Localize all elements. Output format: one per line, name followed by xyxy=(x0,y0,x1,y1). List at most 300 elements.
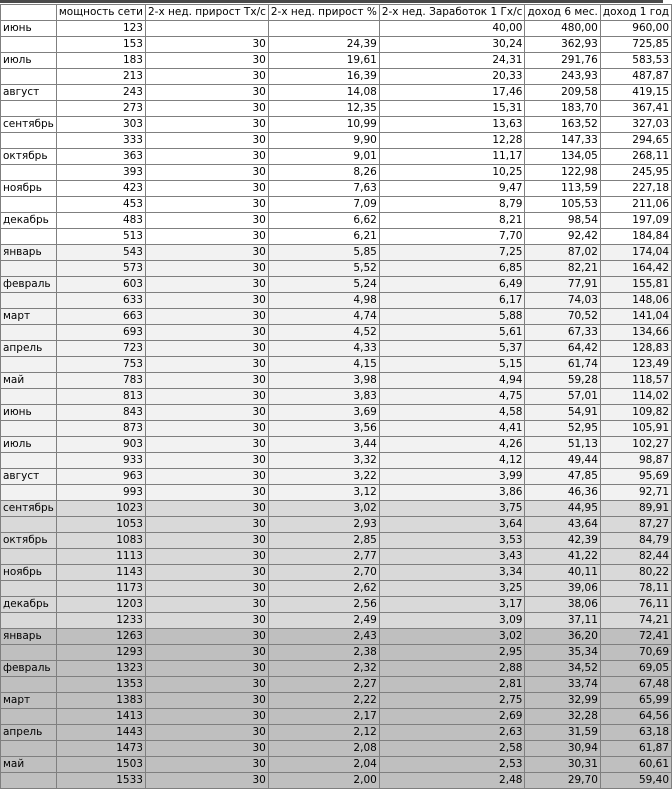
cell-growth-th[interactable]: 30 xyxy=(145,693,268,709)
cell-network-power[interactable]: 1083 xyxy=(56,533,145,549)
cell-income-1y[interactable]: 65,99 xyxy=(600,693,671,709)
cell-growth-percent[interactable]: 3,56 xyxy=(268,421,379,437)
cell-income-1y[interactable]: 141,04 xyxy=(600,309,671,325)
cell-network-power[interactable]: 153 xyxy=(56,37,145,53)
cell-month[interactable] xyxy=(1,709,57,725)
cell-growth-percent[interactable]: 4,33 xyxy=(268,341,379,357)
cell-growth-th[interactable]: 30 xyxy=(145,165,268,181)
cell-income-1y[interactable]: 725,85 xyxy=(600,37,671,53)
cell-growth-th[interactable]: 30 xyxy=(145,549,268,565)
cell-income-1y[interactable]: 148,06 xyxy=(600,293,671,309)
cell-earnings[interactable]: 3,75 xyxy=(379,501,525,517)
cell-income-6m[interactable]: 46,36 xyxy=(525,485,600,501)
cell-growth-th[interactable]: 30 xyxy=(145,325,268,341)
cell-month[interactable]: март xyxy=(1,693,57,709)
cell-earnings[interactable]: 2,58 xyxy=(379,741,525,757)
cell-growth-th[interactable]: 30 xyxy=(145,53,268,69)
cell-growth-percent[interactable]: 9,90 xyxy=(268,133,379,149)
cell-growth-th[interactable]: 30 xyxy=(145,485,268,501)
cell-earnings[interactable]: 5,15 xyxy=(379,357,525,373)
cell-network-power[interactable]: 1053 xyxy=(56,517,145,533)
cell-month[interactable]: июль xyxy=(1,53,57,69)
cell-income-1y[interactable]: 128,83 xyxy=(600,341,671,357)
cell-income-1y[interactable]: 197,09 xyxy=(600,213,671,229)
cell-network-power[interactable]: 1203 xyxy=(56,597,145,613)
cell-network-power[interactable]: 123 xyxy=(56,21,145,37)
cell-month[interactable] xyxy=(1,197,57,213)
cell-network-power[interactable]: 183 xyxy=(56,53,145,69)
cell-network-power[interactable]: 1503 xyxy=(56,757,145,773)
cell-growth-percent[interactable]: 3,69 xyxy=(268,405,379,421)
cell-earnings[interactable]: 2,81 xyxy=(379,677,525,693)
cell-income-6m[interactable]: 163,52 xyxy=(525,117,600,133)
cell-month[interactable]: июнь xyxy=(1,405,57,421)
cell-network-power[interactable]: 1473 xyxy=(56,741,145,757)
cell-income-6m[interactable]: 113,59 xyxy=(525,181,600,197)
cell-month[interactable] xyxy=(1,389,57,405)
cell-income-1y[interactable]: 118,57 xyxy=(600,373,671,389)
cell-growth-th[interactable]: 30 xyxy=(145,117,268,133)
cell-income-6m[interactable]: 42,39 xyxy=(525,533,600,549)
cell-growth-percent[interactable]: 2,32 xyxy=(268,661,379,677)
cell-network-power[interactable]: 423 xyxy=(56,181,145,197)
cell-network-power[interactable]: 1293 xyxy=(56,645,145,661)
cell-month[interactable]: сентябрь xyxy=(1,117,57,133)
cell-growth-percent[interactable]: 2,70 xyxy=(268,565,379,581)
cell-growth-percent[interactable]: 24,39 xyxy=(268,37,379,53)
cell-network-power[interactable]: 903 xyxy=(56,437,145,453)
cell-month[interactable]: декабрь xyxy=(1,597,57,613)
cell-month[interactable] xyxy=(1,69,57,85)
cell-earnings[interactable]: 8,21 xyxy=(379,213,525,229)
cell-network-power[interactable]: 543 xyxy=(56,245,145,261)
cell-growth-percent[interactable]: 2,04 xyxy=(268,757,379,773)
cell-month[interactable]: ноябрь xyxy=(1,565,57,581)
cell-earnings[interactable]: 3,17 xyxy=(379,597,525,613)
cell-month[interactable] xyxy=(1,165,57,181)
cell-income-6m[interactable]: 92,42 xyxy=(525,229,600,245)
cell-earnings[interactable]: 4,26 xyxy=(379,437,525,453)
cell-month[interactable] xyxy=(1,581,57,597)
cell-month[interactable]: февраль xyxy=(1,661,57,677)
cell-earnings[interactable]: 6,85 xyxy=(379,261,525,277)
cell-income-1y[interactable]: 80,22 xyxy=(600,565,671,581)
cell-income-1y[interactable]: 64,56 xyxy=(600,709,671,725)
cell-income-6m[interactable]: 122,98 xyxy=(525,165,600,181)
cell-month[interactable] xyxy=(1,549,57,565)
cell-growth-th[interactable]: 30 xyxy=(145,421,268,437)
cell-growth-percent[interactable]: 4,98 xyxy=(268,293,379,309)
cell-income-1y[interactable]: 89,91 xyxy=(600,501,671,517)
cell-month[interactable] xyxy=(1,421,57,437)
cell-month[interactable]: апрель xyxy=(1,341,57,357)
cell-income-6m[interactable]: 49,44 xyxy=(525,453,600,469)
cell-network-power[interactable]: 1443 xyxy=(56,725,145,741)
cell-earnings[interactable]: 17,46 xyxy=(379,85,525,101)
cell-growth-th[interactable]: 30 xyxy=(145,725,268,741)
cell-growth-th[interactable]: 30 xyxy=(145,469,268,485)
cell-growth-percent[interactable]: 2,38 xyxy=(268,645,379,661)
cell-income-1y[interactable]: 960,00 xyxy=(600,21,671,37)
cell-growth-th[interactable]: 30 xyxy=(145,149,268,165)
cell-growth-percent[interactable]: 3,44 xyxy=(268,437,379,453)
cell-month[interactable]: апрель xyxy=(1,725,57,741)
cell-growth-percent[interactable]: 5,85 xyxy=(268,245,379,261)
cell-month[interactable] xyxy=(1,613,57,629)
cell-income-1y[interactable]: 419,15 xyxy=(600,85,671,101)
cell-earnings[interactable]: 11,17 xyxy=(379,149,525,165)
header-biweekly-earnings-1gh[interactable]: 2-х нед. Заработок 1 Гх/с xyxy=(379,5,525,21)
cell-growth-percent[interactable]: 2,77 xyxy=(268,549,379,565)
cell-growth-percent[interactable]: 14,08 xyxy=(268,85,379,101)
cell-network-power[interactable]: 873 xyxy=(56,421,145,437)
cell-income-6m[interactable]: 30,94 xyxy=(525,741,600,757)
cell-income-6m[interactable]: 47,85 xyxy=(525,469,600,485)
cell-income-6m[interactable]: 51,13 xyxy=(525,437,600,453)
cell-growth-th[interactable]: 30 xyxy=(145,85,268,101)
cell-income-6m[interactable]: 52,95 xyxy=(525,421,600,437)
cell-growth-th[interactable]: 30 xyxy=(145,437,268,453)
cell-income-1y[interactable]: 63,18 xyxy=(600,725,671,741)
cell-network-power[interactable]: 1533 xyxy=(56,773,145,789)
cell-income-1y[interactable]: 123,49 xyxy=(600,357,671,373)
cell-growth-percent[interactable]: 3,32 xyxy=(268,453,379,469)
cell-income-6m[interactable]: 31,59 xyxy=(525,725,600,741)
cell-income-1y[interactable]: 84,79 xyxy=(600,533,671,549)
cell-growth-percent[interactable] xyxy=(268,21,379,37)
cell-income-1y[interactable]: 211,06 xyxy=(600,197,671,213)
cell-growth-th[interactable] xyxy=(145,21,268,37)
cell-income-6m[interactable]: 34,52 xyxy=(525,661,600,677)
cell-month[interactable]: сентябрь xyxy=(1,501,57,517)
cell-growth-percent[interactable]: 8,26 xyxy=(268,165,379,181)
cell-growth-th[interactable]: 30 xyxy=(145,181,268,197)
cell-income-6m[interactable]: 105,53 xyxy=(525,197,600,213)
cell-network-power[interactable]: 1173 xyxy=(56,581,145,597)
cell-income-6m[interactable]: 32,99 xyxy=(525,693,600,709)
cell-growth-percent[interactable]: 3,83 xyxy=(268,389,379,405)
cell-income-6m[interactable]: 183,70 xyxy=(525,101,600,117)
cell-income-1y[interactable]: 61,87 xyxy=(600,741,671,757)
cell-growth-th[interactable]: 30 xyxy=(145,101,268,117)
cell-month[interactable]: август xyxy=(1,469,57,485)
cell-earnings[interactable]: 10,25 xyxy=(379,165,525,181)
cell-month[interactable] xyxy=(1,133,57,149)
cell-month[interactable]: май xyxy=(1,373,57,389)
cell-growth-percent[interactable]: 2,27 xyxy=(268,677,379,693)
cell-earnings[interactable]: 3,64 xyxy=(379,517,525,533)
cell-growth-percent[interactable]: 19,61 xyxy=(268,53,379,69)
cell-income-1y[interactable]: 78,11 xyxy=(600,581,671,597)
cell-month[interactable] xyxy=(1,325,57,341)
cell-income-6m[interactable]: 44,95 xyxy=(525,501,600,517)
cell-growth-percent[interactable]: 2,00 xyxy=(268,773,379,789)
cell-month[interactable] xyxy=(1,645,57,661)
cell-earnings[interactable]: 12,28 xyxy=(379,133,525,149)
cell-growth-percent[interactable]: 3,22 xyxy=(268,469,379,485)
cell-month[interactable] xyxy=(1,741,57,757)
cell-income-1y[interactable]: 134,66 xyxy=(600,325,671,341)
cell-income-6m[interactable]: 43,64 xyxy=(525,517,600,533)
cell-month[interactable]: ноябрь xyxy=(1,181,57,197)
cell-growth-th[interactable]: 30 xyxy=(145,245,268,261)
cell-network-power[interactable]: 1263 xyxy=(56,629,145,645)
cell-income-1y[interactable]: 105,91 xyxy=(600,421,671,437)
cell-growth-percent[interactable]: 2,56 xyxy=(268,597,379,613)
cell-earnings[interactable]: 3,53 xyxy=(379,533,525,549)
cell-income-1y[interactable]: 98,87 xyxy=(600,453,671,469)
cell-network-power[interactable]: 813 xyxy=(56,389,145,405)
cell-income-6m[interactable]: 61,74 xyxy=(525,357,600,373)
cell-earnings[interactable]: 6,49 xyxy=(379,277,525,293)
cell-income-6m[interactable]: 147,33 xyxy=(525,133,600,149)
cell-growth-percent[interactable]: 2,93 xyxy=(268,517,379,533)
cell-network-power[interactable]: 693 xyxy=(56,325,145,341)
cell-earnings[interactable]: 3,09 xyxy=(379,613,525,629)
cell-network-power[interactable]: 483 xyxy=(56,213,145,229)
cell-month[interactable] xyxy=(1,101,57,117)
cell-growth-percent[interactable]: 2,08 xyxy=(268,741,379,757)
cell-income-6m[interactable]: 67,33 xyxy=(525,325,600,341)
cell-network-power[interactable]: 1323 xyxy=(56,661,145,677)
cell-month[interactable] xyxy=(1,773,57,789)
cell-income-1y[interactable]: 69,05 xyxy=(600,661,671,677)
cell-growth-th[interactable]: 30 xyxy=(145,757,268,773)
cell-growth-percent[interactable]: 2,17 xyxy=(268,709,379,725)
cell-month[interactable]: февраль xyxy=(1,277,57,293)
cell-income-1y[interactable]: 583,53 xyxy=(600,53,671,69)
cell-income-6m[interactable]: 64,42 xyxy=(525,341,600,357)
cell-income-6m[interactable]: 40,11 xyxy=(525,565,600,581)
cell-network-power[interactable]: 273 xyxy=(56,101,145,117)
cell-earnings[interactable]: 24,31 xyxy=(379,53,525,69)
cell-income-1y[interactable]: 92,71 xyxy=(600,485,671,501)
cell-income-6m[interactable]: 243,93 xyxy=(525,69,600,85)
cell-income-6m[interactable]: 70,52 xyxy=(525,309,600,325)
cell-growth-percent[interactable]: 6,62 xyxy=(268,213,379,229)
cell-income-6m[interactable]: 209,58 xyxy=(525,85,600,101)
cell-growth-th[interactable]: 30 xyxy=(145,357,268,373)
cell-income-6m[interactable]: 480,00 xyxy=(525,21,600,37)
cell-growth-th[interactable]: 30 xyxy=(145,517,268,533)
cell-growth-th[interactable]: 30 xyxy=(145,613,268,629)
cell-income-6m[interactable]: 29,70 xyxy=(525,773,600,789)
cell-growth-th[interactable]: 30 xyxy=(145,565,268,581)
cell-income-1y[interactable]: 227,18 xyxy=(600,181,671,197)
cell-earnings[interactable]: 5,61 xyxy=(379,325,525,341)
header-network-power[interactable]: мощность сети xyxy=(56,5,145,21)
cell-earnings[interactable]: 3,34 xyxy=(379,565,525,581)
cell-income-1y[interactable]: 155,81 xyxy=(600,277,671,293)
cell-month[interactable]: май xyxy=(1,757,57,773)
cell-month[interactable]: октябрь xyxy=(1,533,57,549)
cell-network-power[interactable]: 783 xyxy=(56,373,145,389)
cell-month[interactable]: декабрь xyxy=(1,213,57,229)
cell-income-6m[interactable]: 37,11 xyxy=(525,613,600,629)
cell-earnings[interactable]: 2,75 xyxy=(379,693,525,709)
cell-growth-percent[interactable]: 2,43 xyxy=(268,629,379,645)
cell-network-power[interactable]: 1113 xyxy=(56,549,145,565)
cell-income-1y[interactable]: 59,40 xyxy=(600,773,671,789)
cell-network-power[interactable]: 453 xyxy=(56,197,145,213)
cell-income-1y[interactable]: 245,95 xyxy=(600,165,671,181)
cell-month[interactable] xyxy=(1,357,57,373)
cell-earnings[interactable]: 4,41 xyxy=(379,421,525,437)
cell-income-1y[interactable]: 268,11 xyxy=(600,149,671,165)
header-income-6-months[interactable]: доход 6 мес. xyxy=(525,5,600,21)
cell-growth-th[interactable]: 30 xyxy=(145,645,268,661)
cell-growth-th[interactable]: 30 xyxy=(145,229,268,245)
cell-growth-percent[interactable]: 3,98 xyxy=(268,373,379,389)
cell-earnings[interactable]: 4,12 xyxy=(379,453,525,469)
cell-network-power[interactable]: 1023 xyxy=(56,501,145,517)
cell-income-1y[interactable]: 82,44 xyxy=(600,549,671,565)
cell-earnings[interactable]: 7,70 xyxy=(379,229,525,245)
cell-network-power[interactable]: 753 xyxy=(56,357,145,373)
cell-earnings[interactable]: 40,00 xyxy=(379,21,525,37)
cell-earnings[interactable]: 2,69 xyxy=(379,709,525,725)
cell-growth-th[interactable]: 30 xyxy=(145,453,268,469)
cell-growth-percent[interactable]: 4,74 xyxy=(268,309,379,325)
cell-earnings[interactable]: 4,94 xyxy=(379,373,525,389)
cell-income-1y[interactable]: 76,11 xyxy=(600,597,671,613)
cell-income-6m[interactable]: 33,74 xyxy=(525,677,600,693)
cell-growth-th[interactable]: 30 xyxy=(145,389,268,405)
cell-income-6m[interactable]: 59,28 xyxy=(525,373,600,389)
cell-income-1y[interactable]: 87,27 xyxy=(600,517,671,533)
cell-growth-percent[interactable]: 4,52 xyxy=(268,325,379,341)
cell-earnings[interactable]: 8,79 xyxy=(379,197,525,213)
cell-earnings[interactable]: 20,33 xyxy=(379,69,525,85)
cell-growth-percent[interactable]: 9,01 xyxy=(268,149,379,165)
cell-income-1y[interactable]: 367,41 xyxy=(600,101,671,117)
cell-growth-percent[interactable]: 3,02 xyxy=(268,501,379,517)
cell-growth-percent[interactable]: 3,12 xyxy=(268,485,379,501)
cell-growth-percent[interactable]: 2,49 xyxy=(268,613,379,629)
cell-growth-th[interactable]: 30 xyxy=(145,661,268,677)
cell-earnings[interactable]: 3,86 xyxy=(379,485,525,501)
cell-income-6m[interactable]: 77,91 xyxy=(525,277,600,293)
cell-growth-percent[interactable]: 2,12 xyxy=(268,725,379,741)
cell-growth-th[interactable]: 30 xyxy=(145,405,268,421)
cell-income-1y[interactable]: 102,27 xyxy=(600,437,671,453)
cell-income-6m[interactable]: 82,21 xyxy=(525,261,600,277)
cell-earnings[interactable]: 7,25 xyxy=(379,245,525,261)
cell-network-power[interactable]: 933 xyxy=(56,453,145,469)
cell-income-1y[interactable]: 184,84 xyxy=(600,229,671,245)
cell-month[interactable]: январь xyxy=(1,629,57,645)
cell-month[interactable] xyxy=(1,229,57,245)
cell-month[interactable] xyxy=(1,677,57,693)
cell-network-power[interactable]: 843 xyxy=(56,405,145,421)
cell-growth-percent[interactable]: 7,09 xyxy=(268,197,379,213)
cell-income-6m[interactable]: 39,06 xyxy=(525,581,600,597)
cell-earnings[interactable]: 4,58 xyxy=(379,405,525,421)
cell-income-6m[interactable]: 291,76 xyxy=(525,53,600,69)
cell-month[interactable] xyxy=(1,453,57,469)
cell-earnings[interactable]: 2,88 xyxy=(379,661,525,677)
cell-growth-percent[interactable]: 5,52 xyxy=(268,261,379,277)
cell-growth-th[interactable]: 30 xyxy=(145,533,268,549)
cell-network-power[interactable]: 1353 xyxy=(56,677,145,693)
cell-network-power[interactable]: 303 xyxy=(56,117,145,133)
cell-income-6m[interactable]: 41,22 xyxy=(525,549,600,565)
cell-network-power[interactable]: 633 xyxy=(56,293,145,309)
cell-growth-th[interactable]: 30 xyxy=(145,341,268,357)
cell-month[interactable]: октябрь xyxy=(1,149,57,165)
cell-growth-percent[interactable]: 4,15 xyxy=(268,357,379,373)
cell-month[interactable] xyxy=(1,517,57,533)
cell-income-1y[interactable]: 487,87 xyxy=(600,69,671,85)
cell-month[interactable] xyxy=(1,37,57,53)
cell-growth-percent[interactable]: 2,22 xyxy=(268,693,379,709)
cell-growth-percent[interactable]: 2,62 xyxy=(268,581,379,597)
cell-earnings[interactable]: 15,31 xyxy=(379,101,525,117)
header-cell-corner[interactable] xyxy=(1,5,57,21)
cell-network-power[interactable]: 993 xyxy=(56,485,145,501)
cell-growth-percent[interactable]: 7,63 xyxy=(268,181,379,197)
cell-network-power[interactable]: 963 xyxy=(56,469,145,485)
cell-network-power[interactable]: 393 xyxy=(56,165,145,181)
cell-income-6m[interactable]: 74,03 xyxy=(525,293,600,309)
cell-income-1y[interactable]: 60,61 xyxy=(600,757,671,773)
cell-network-power[interactable]: 1383 xyxy=(56,693,145,709)
cell-growth-th[interactable]: 30 xyxy=(145,773,268,789)
cell-earnings[interactable]: 2,95 xyxy=(379,645,525,661)
cell-month[interactable]: март xyxy=(1,309,57,325)
cell-growth-th[interactable]: 30 xyxy=(145,709,268,725)
cell-growth-th[interactable]: 30 xyxy=(145,37,268,53)
cell-income-1y[interactable]: 294,65 xyxy=(600,133,671,149)
cell-earnings[interactable]: 3,02 xyxy=(379,629,525,645)
cell-growth-th[interactable]: 30 xyxy=(145,309,268,325)
cell-month[interactable]: август xyxy=(1,85,57,101)
cell-growth-th[interactable]: 30 xyxy=(145,261,268,277)
cell-growth-th[interactable]: 30 xyxy=(145,293,268,309)
cell-growth-th[interactable]: 30 xyxy=(145,69,268,85)
cell-month[interactable]: июнь xyxy=(1,21,57,37)
cell-network-power[interactable]: 243 xyxy=(56,85,145,101)
cell-network-power[interactable]: 213 xyxy=(56,69,145,85)
cell-income-1y[interactable]: 164,42 xyxy=(600,261,671,277)
cell-growth-th[interactable]: 30 xyxy=(145,741,268,757)
header-biweekly-growth-th[interactable]: 2-х нед. прирост Tx/c xyxy=(145,5,268,21)
cell-earnings[interactable]: 3,99 xyxy=(379,469,525,485)
cell-earnings[interactable]: 3,25 xyxy=(379,581,525,597)
cell-income-6m[interactable]: 38,06 xyxy=(525,597,600,613)
cell-network-power[interactable]: 1143 xyxy=(56,565,145,581)
cell-income-1y[interactable]: 72,41 xyxy=(600,629,671,645)
cell-income-6m[interactable]: 98,54 xyxy=(525,213,600,229)
cell-network-power[interactable]: 513 xyxy=(56,229,145,245)
cell-growth-percent[interactable]: 16,39 xyxy=(268,69,379,85)
cell-income-6m[interactable]: 36,20 xyxy=(525,629,600,645)
header-income-1-year[interactable]: доход 1 год xyxy=(600,5,671,21)
header-biweekly-growth-percent[interactable]: 2-х нед. прирост % xyxy=(268,5,379,21)
cell-earnings[interactable]: 5,37 xyxy=(379,341,525,357)
cell-growth-th[interactable]: 30 xyxy=(145,277,268,293)
cell-income-1y[interactable]: 109,82 xyxy=(600,405,671,421)
cell-growth-th[interactable]: 30 xyxy=(145,133,268,149)
cell-income-6m[interactable]: 134,05 xyxy=(525,149,600,165)
cell-growth-th[interactable]: 30 xyxy=(145,501,268,517)
cell-income-1y[interactable]: 95,69 xyxy=(600,469,671,485)
cell-network-power[interactable]: 1413 xyxy=(56,709,145,725)
cell-month[interactable] xyxy=(1,293,57,309)
cell-earnings[interactable]: 30,24 xyxy=(379,37,525,53)
cell-earnings[interactable]: 2,53 xyxy=(379,757,525,773)
cell-network-power[interactable]: 663 xyxy=(56,309,145,325)
